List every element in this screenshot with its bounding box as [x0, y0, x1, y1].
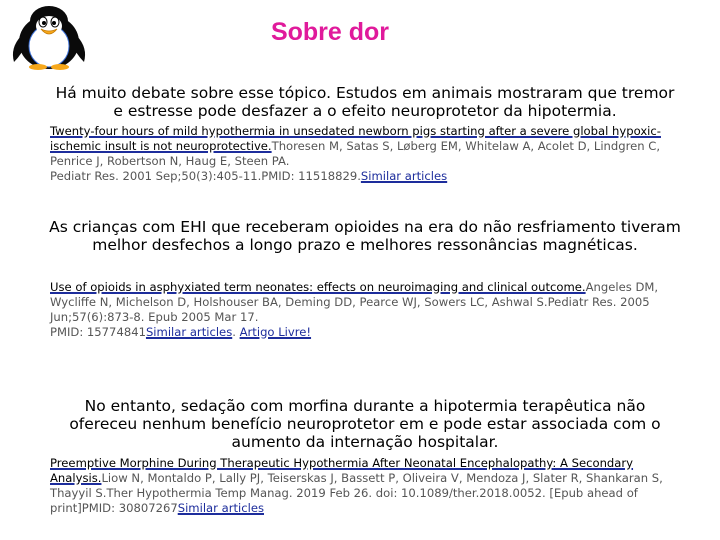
free-article-link[interactable]: Artigo Livre! [239, 325, 312, 339]
reference-1 [50, 124, 680, 184]
reference-3 [50, 456, 680, 516]
similar-articles-link-3[interactable]: Similar articles [177, 501, 264, 515]
reference-2 [50, 280, 680, 340]
reference-1-authors: Thoresen M, Satas S, Løberg EM, Whitelaw A, Acolet D, Lindgren C, Penrice J, Robertson N, Haug E, Steen PA. [50, 139, 661, 168]
statement-paragraph-1: Há muito debate sobre esse tópico. Estudos em animais mostraram que tremor e estresse pode desfazer a o efeito neuroprotetor da hipotermia. [55, 84, 675, 120]
similar-articles-link-2[interactable]: Similar articles [145, 325, 233, 339]
reference-1-link[interactable]: Twenty-four hours of mild hypothermia in unsedated newborn pigs starting after a severe global hypoxic-ischemic insult is not neuroprotective. [50, 124, 661, 153]
similar-articles-link-1[interactable]: Similar articles [360, 169, 448, 183]
reference-3-link[interactable]: Preemptive Morphine During Therapeutic Hypothermia After Neonatal Encephalopathy: A Secondary Analysis. [50, 456, 634, 485]
reference-2-authors: Angeles DM, Wycliffe N, Michelson D, Holshouser BA, Deming DD, Pearce WJ, Sowers LC, Ashwal S. [50, 280, 659, 309]
reference-1-citation: Pediatr Res. 2001 Sep;50(3):405-11.PMID: 11518829. [50, 169, 361, 183]
reference-2-link[interactable]: Use of opioids in asphyxiated term neonates: effects on neuroimaging and clinical outcome. [50, 280, 586, 294]
slide-title: Sobre dor [270, 18, 390, 46]
reference-2-pmid: PMID: 15774841 [50, 325, 146, 339]
statement-paragraph-2: As crianças com EHI que receberam opioides na era do não resfriamento tiveram melhor desfechos a longo prazo e melhores ressonâncias magnéticas. [49, 218, 681, 254]
reference-2-separator: . [232, 325, 240, 339]
reference-2-citation: Pediatr Res. 2005 Jun;57(6):873-8. Epub 2005 Mar 17. [50, 295, 650, 324]
reference-3-authors: Liow N, Montaldo P, Lally PJ, Teiserskas J, Bassett P, Oliveira V, Mendoza J, Slater R, Shankaran S, Thayyil S. [50, 471, 663, 500]
statement-paragraph-3: No entanto, sedação com morfina durante a hipotermia terapêutica não ofereceu nenhum benefício neuroprotetor em e pode estar associada com o aumento da internação hospitalar. [69, 397, 661, 451]
reference-3-citation: Ther Hypothermia Temp Manag. 2019 Feb 26. doi: 10.1089/ther.2018.0052. [Epub ahead of print]PMID: 30807267 [50, 486, 638, 515]
